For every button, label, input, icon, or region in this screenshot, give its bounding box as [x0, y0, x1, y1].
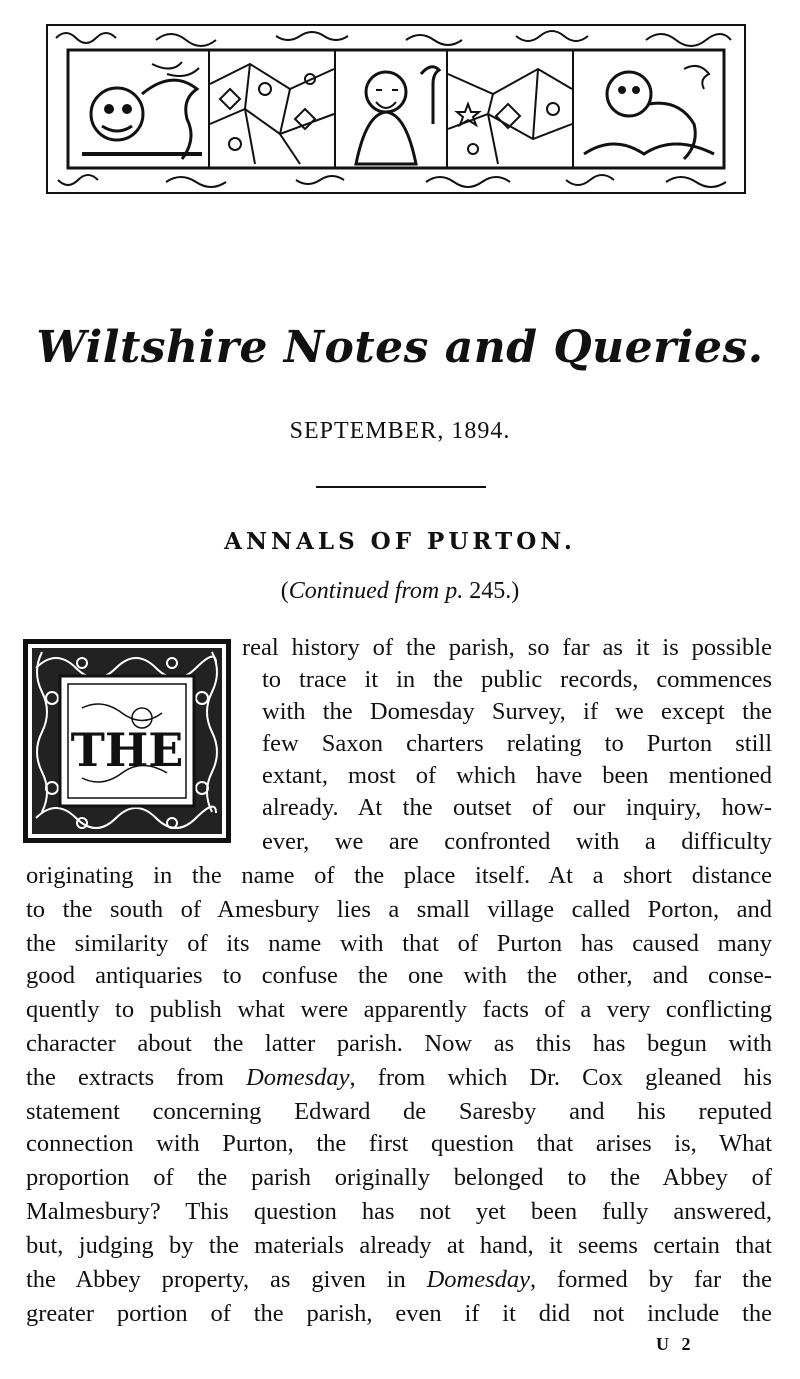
text-line: already. At the outset of our inquiry, how-	[262, 794, 772, 821]
text-line: ever, we are confronted with a difficulty	[262, 828, 772, 855]
text-line: character about the latter parish. Now as this has begun with	[26, 1030, 772, 1057]
text-line: good antiquaries to confuse the one with the other, and conse-	[26, 962, 772, 989]
dropcap-text: THE	[70, 723, 184, 777]
text-line: quently to publish what were apparently facts of a very conflicting	[26, 996, 772, 1023]
text-line: originating in the name of the place itself. At a short distance	[26, 862, 772, 889]
text-line: to trace it in the public records, commences	[262, 666, 772, 693]
continuation-open-paren: (	[280, 578, 289, 604]
text-line: extant, most of which have been mentioned	[262, 762, 772, 789]
text-line: Malmesbury? This question has not yet been fully answered,	[26, 1198, 772, 1225]
text-line-with-italic	[26, 1264, 772, 1296]
text-span: , formed by far the	[530, 1266, 772, 1293]
continuation-italic: Continued from p.	[288, 578, 464, 604]
italic-word: Domesday	[246, 1064, 350, 1091]
text-line: to the south of Amesbury lies a small village called Porton, and	[26, 896, 772, 923]
text-line: few Saxon charters relating to Purton still	[262, 730, 772, 757]
italic-word: Domesday	[426, 1266, 530, 1293]
text-span: the extracts from	[26, 1064, 247, 1091]
text-span: , from which Dr. Cox gleaned his	[349, 1064, 772, 1091]
journal-title: Wiltshire Notes and Queries.	[36, 322, 764, 373]
text-line: but, judging by the materials already at hand, it seems certain that	[26, 1232, 772, 1259]
continuation-page: 245.)	[463, 578, 520, 604]
text-line: statement concerning Edward de Saresby and his reputed	[26, 1098, 772, 1125]
issue-date: SEPTEMBER, 1894.	[289, 418, 511, 444]
text-line: real history of the parish, so far as it is possible	[242, 634, 772, 661]
article-title: ANNALS OF PURTON.	[224, 528, 576, 555]
text-line: greater portion of the parish, even if it did not include the	[26, 1300, 772, 1327]
text-line: the similarity of its name with that of Purton has caused many	[26, 930, 772, 957]
text-line: proportion of the parish originally belonged to the Abbey of	[26, 1164, 772, 1191]
text-span: the Abbey property, as given in	[26, 1266, 427, 1293]
text-line-with-italic	[26, 1062, 772, 1094]
text-line: connection with Purton, the first question that arises is, What	[26, 1130, 772, 1157]
text-line: with the Domesday Survey, if we except the	[262, 698, 772, 725]
signature-mark: U 2	[656, 1334, 695, 1354]
